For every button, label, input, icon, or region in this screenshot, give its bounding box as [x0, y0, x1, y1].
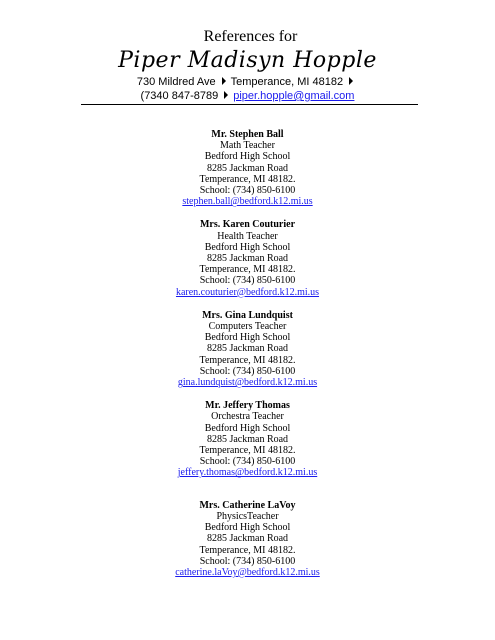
reference-title: Orchestra Teacher	[211, 411, 284, 423]
candidate-name: Piper Madisyn Hopple	[118, 48, 377, 73]
triangle-bullet-icon	[222, 77, 226, 85]
reference-phone: School: (734) 850-6100	[199, 275, 296, 287]
reference-title: PhysicsTeacher	[216, 510, 279, 522]
reference-name: Mrs. Catherine LaVoy	[199, 499, 296, 511]
reference-name: Mrs. Karen Couturier	[199, 219, 296, 231]
reference-city: Temperance, MI 48182.	[199, 354, 296, 366]
candidate-email-link[interactable]: piper.hopple@gmail.com	[233, 90, 355, 102]
phone: (7340 847-8789	[140, 90, 219, 102]
reference-entry	[0, 500, 495, 578]
phone-email-line	[0, 89, 495, 103]
reference-street: 8285 Jackman Road	[206, 533, 289, 545]
reference-name: Mr. Stephen Ball	[211, 129, 284, 140]
address: 730 Mildred Ave	[136, 76, 216, 88]
reference-street: 8285 Jackman Road	[206, 433, 289, 445]
reference-title: Math Teacher	[220, 140, 275, 152]
triangle-bullet-icon	[349, 77, 353, 85]
reference-entry	[0, 400, 495, 478]
reference-school: Bedford High School	[204, 332, 291, 344]
reference-school: Bedford High School	[204, 241, 291, 253]
reference-email-link[interactable]: catherine.laVoy@bedford.k12.mi.us	[175, 566, 320, 578]
city: Temperance, MI 48182	[230, 76, 344, 88]
reference-school: Bedford High School	[204, 422, 291, 434]
reference-phone: School: (734) 850-6100	[199, 456, 296, 468]
reference-school: Bedford High School	[204, 151, 291, 163]
reference-entry	[0, 129, 495, 207]
reference-name: Mr. Jeffery Thomas	[205, 400, 290, 412]
references-heading: References for	[203, 28, 298, 45]
reference-city: Temperance, MI 48182.	[199, 264, 296, 276]
reference-email-link[interactable]: karen.couturier@bedford.k12.mi.us	[175, 286, 320, 298]
document-header	[0, 28, 495, 103]
reference-title: Health Teacher	[217, 230, 278, 242]
reference-street: 8285 Jackman Road	[206, 343, 289, 355]
triangle-bullet-icon	[224, 91, 228, 99]
header-divider	[81, 104, 418, 105]
reference-city: Temperance, MI 48182.	[199, 445, 296, 457]
references-list	[0, 129, 495, 590]
reference-school: Bedford High School	[204, 522, 291, 534]
reference-city: Temperance, MI 48182.	[199, 173, 296, 185]
address-line	[0, 75, 495, 89]
reference-email-link[interactable]: jeffery.thomas@bedford.k12.mi.us	[177, 467, 318, 479]
reference-city: Temperance, MI 48182.	[199, 544, 296, 556]
reference-phone: School: (734) 850-6100	[199, 365, 296, 377]
reference-phone: School: (734) 850-6100	[199, 185, 296, 197]
reference-title: Computers Teacher	[208, 321, 287, 333]
reference-email-link[interactable]: stephen.ball@bedford.k12.mi.us	[182, 196, 313, 208]
reference-email-link[interactable]: gina.lundquist@bedford.k12.mi.us	[177, 377, 318, 389]
reference-entry	[0, 219, 495, 297]
reference-street: 8285 Jackman Road	[206, 253, 289, 265]
reference-phone: School: (734) 850-6100	[199, 555, 296, 567]
reference-entry	[0, 310, 495, 388]
reference-name: Mrs. Gina Lundquist	[202, 309, 293, 321]
reference-street: 8285 Jackman Road	[206, 162, 289, 174]
